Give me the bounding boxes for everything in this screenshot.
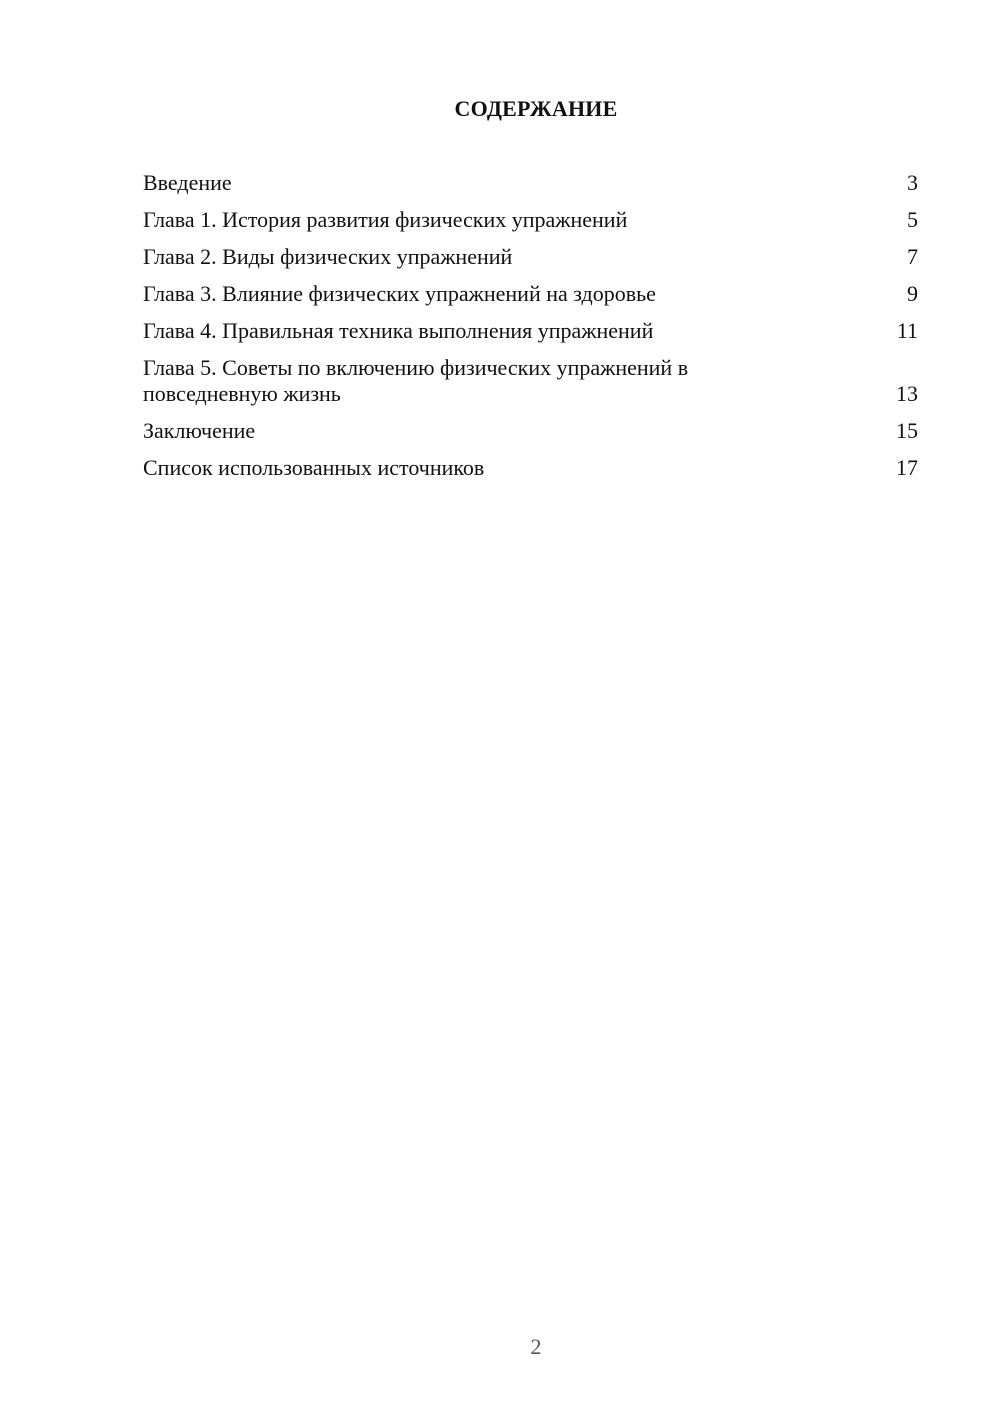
- toc-entry-page: 13: [896, 381, 918, 406]
- toc-entry-page: 5: [907, 207, 918, 232]
- toc-entry-page: 11: [896, 318, 918, 343]
- toc-entry-page: 3: [907, 170, 918, 195]
- toc-entry-chapter-4[interactable]: [143, 318, 918, 344]
- toc-entry-label: Глава 1. История развития физических упражнений: [143, 207, 628, 232]
- toc-entry-label: Глава 3. Влияние физических упражнений на здоровье: [143, 281, 656, 306]
- toc-entry-chapter-2[interactable]: [143, 244, 918, 270]
- toc-entry-label: Введение: [143, 170, 232, 195]
- toc-entry-references[interactable]: [143, 455, 918, 481]
- table-of-contents: [143, 170, 918, 492]
- toc-entry-page: 7: [907, 244, 918, 269]
- toc-entry-chapter-3[interactable]: [143, 281, 918, 307]
- page-number: 2: [530, 1334, 542, 1359]
- toc-entry-page: 9: [907, 281, 918, 306]
- toc-entry-label: Глава 4. Правильная техника выполнения упражнений: [143, 318, 654, 343]
- toc-entry-label: Глава 5. Советы по включению физических упражнений в повседневную жизнь: [143, 355, 689, 406]
- toc-entry-introduction[interactable]: [143, 170, 918, 196]
- toc-entry-page: 15: [896, 418, 918, 443]
- toc-entry-label: Список использованных источников: [143, 455, 485, 480]
- toc-entry-page: 17: [896, 455, 918, 480]
- toc-entry-chapter-1[interactable]: [143, 207, 918, 233]
- toc-entry-label: Заключение: [143, 418, 256, 443]
- toc-entry-conclusion[interactable]: [143, 418, 918, 444]
- toc-entry-chapter-5[interactable]: [143, 355, 918, 407]
- page-title: СОДЕРЖАНИЕ: [454, 96, 618, 121]
- toc-entry-label: Глава 2. Виды физических упражнений: [143, 244, 513, 269]
